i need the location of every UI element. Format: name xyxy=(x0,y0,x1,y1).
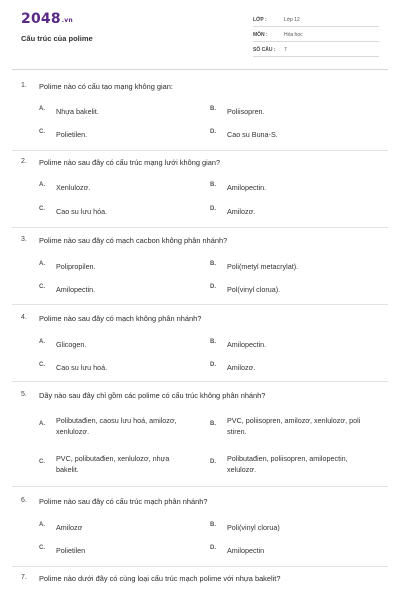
question-number: 4. xyxy=(21,314,27,321)
meta-value: 7 xyxy=(284,47,287,53)
option-text: Nhựa bakelit. xyxy=(56,107,99,116)
meta-value: Lớp 12 xyxy=(284,17,300,23)
option-text: Glicogen. xyxy=(56,340,87,349)
option-letter: D. xyxy=(210,545,216,551)
option-letter: C. xyxy=(39,284,45,290)
question-divider xyxy=(12,227,388,228)
option-text: Amilozơ. xyxy=(227,363,256,372)
meta-label: MÔN : xyxy=(253,32,268,38)
question-divider xyxy=(12,381,388,382)
option-letter: D. xyxy=(210,459,216,465)
option-text: Cao su lưu hoá. xyxy=(56,363,108,372)
option-letter: B. xyxy=(210,421,216,427)
meta-row-subject xyxy=(253,29,379,42)
option-text: Poli(metyl metacrylat). xyxy=(227,262,299,271)
question-number: 7. xyxy=(21,574,27,581)
meta-row-class xyxy=(253,14,379,27)
option-letter: C. xyxy=(39,362,45,368)
question-text: Polime nào dưới đây có cùng loại cấu trúc mạch polime với nhựa bakelit? xyxy=(39,574,281,583)
option-text: Amilozơ. xyxy=(227,207,256,216)
option-letter: A. xyxy=(39,182,45,188)
option-text: Polietilen xyxy=(56,546,86,555)
header-divider xyxy=(12,69,388,70)
option-text: Polietilen. xyxy=(56,130,88,139)
option-letter: D. xyxy=(210,362,216,368)
option-text: Cao su Buna-S. xyxy=(227,130,278,139)
option-letter: A. xyxy=(39,339,45,345)
option-text: Xenlulozơ. xyxy=(56,183,91,192)
option-letter: D. xyxy=(210,129,216,135)
logo-main: 2048 xyxy=(21,11,61,27)
question-number: 2. xyxy=(21,158,27,165)
question-text: Polime nào có cấu tạo mạng không gian: xyxy=(39,82,173,91)
option-letter: C. xyxy=(39,459,45,465)
option-letter: D. xyxy=(210,284,216,290)
option-letter: A. xyxy=(39,261,45,267)
option-letter: B. xyxy=(210,339,216,345)
option-letter: A. xyxy=(39,106,45,112)
meta-label: LỚP : xyxy=(253,17,267,23)
meta-value: Hóa học xyxy=(284,32,303,38)
option-text: PVC, poliisopren, amilozơ, xenlulozơ, poli stiren. xyxy=(227,416,361,436)
question-divider xyxy=(12,150,388,151)
option-text: Amilopectin. xyxy=(227,340,267,349)
question-number: 5. xyxy=(21,391,27,398)
question-number: 1. xyxy=(21,82,27,89)
option-letter: A. xyxy=(39,522,45,528)
option-text: Amilopectin. xyxy=(56,285,96,294)
option-text: Amilozơ xyxy=(56,523,83,532)
question-divider xyxy=(12,486,388,487)
option-text: Amilopectin. xyxy=(227,183,267,192)
question-divider xyxy=(12,566,388,567)
option-text: Polipropilen. xyxy=(56,262,96,271)
option-text: Polibutađien, poliisopren, amilopectin, xelulozơ. xyxy=(227,454,348,474)
page-header xyxy=(0,0,400,74)
question-number: 3. xyxy=(21,236,27,243)
option-letter: C. xyxy=(39,129,45,135)
site-logo[interactable] xyxy=(21,11,73,27)
option-text: Amilopectin xyxy=(227,546,265,555)
option-text: Cao su lưu hóa. xyxy=(56,207,108,216)
question-text: Polime nào sau đây có cấu trúc mạch phân nhánh? xyxy=(39,497,208,506)
question-text: Polime nào sau đây có cấu trúc mạng lưới không gian? xyxy=(39,158,221,167)
document-title: Cấu trúc của polime xyxy=(21,34,93,43)
meta-row-count xyxy=(253,44,379,57)
option-text: Polibutađien, caosu lưu hoá, amilozơ, xenlulozơ. xyxy=(56,416,177,436)
option-letter: B. xyxy=(210,261,216,267)
logo-domain: .vn xyxy=(61,17,73,24)
question-divider xyxy=(12,304,388,305)
option-letter: C. xyxy=(39,206,45,212)
option-letter: B. xyxy=(210,522,216,528)
option-letter: B. xyxy=(210,182,216,188)
question-number: 6. xyxy=(21,497,27,504)
option-text: Poli(vinyl clorua) xyxy=(227,523,280,532)
question-text: Dãy nào sau đây chỉ gồm các polime có cấu trúc không phân nhánh? xyxy=(39,391,266,400)
meta-label: SỐ CÂU : xyxy=(253,47,276,53)
option-text: Pol(vinyl clorua). xyxy=(227,285,281,294)
option-text: PVC, polibutađien, xenlulozơ, nhựa bakelit. xyxy=(56,454,170,474)
option-letter: D. xyxy=(210,206,216,212)
question-text: Polime nào sau đây có mạch không phân nhánh? xyxy=(39,314,202,323)
option-letter: B. xyxy=(210,106,216,112)
question-text: Polime nào sau đây có mạch cacbon không phân nhánh? xyxy=(39,236,228,245)
option-text: Poliisopren. xyxy=(227,107,265,116)
option-letter: C. xyxy=(39,545,45,551)
option-letter: A. xyxy=(39,421,45,427)
